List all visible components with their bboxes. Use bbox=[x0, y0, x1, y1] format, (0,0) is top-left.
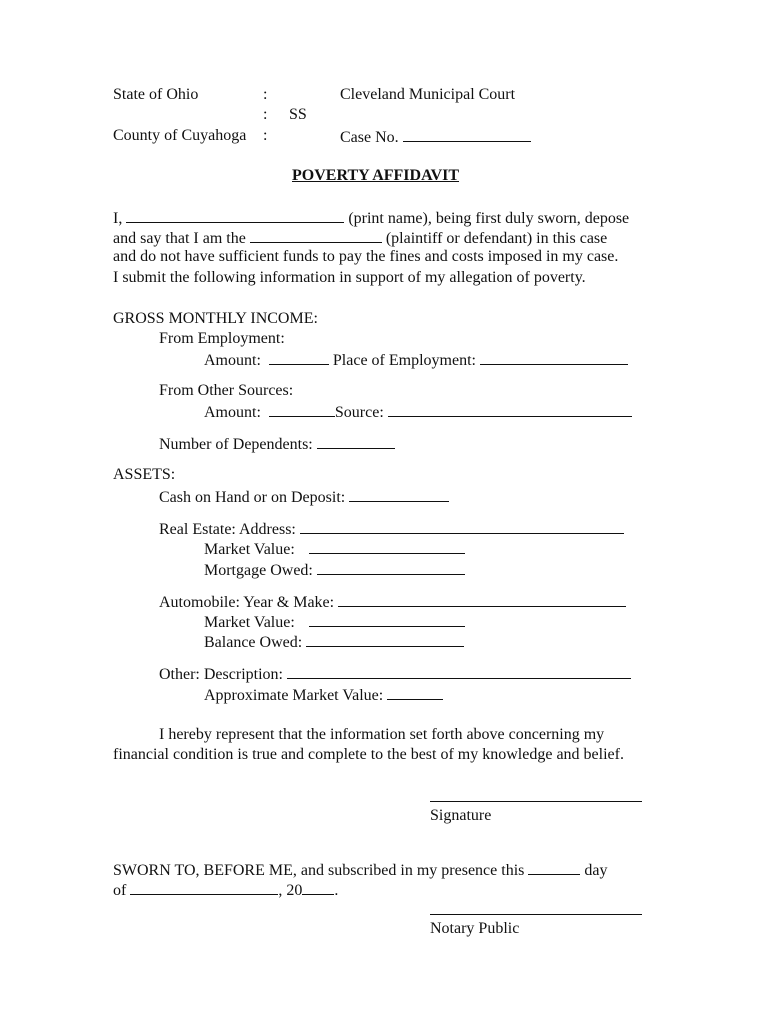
automobile-label: Automobile: Year & Make: bbox=[159, 594, 335, 611]
signature-label: Signature bbox=[430, 807, 492, 824]
real-estate-value-line bbox=[204, 539, 465, 559]
intro-text: (plaintiff or defendant) in this case bbox=[385, 230, 608, 247]
place-of-employment-label: Place of Employment: bbox=[332, 352, 476, 369]
intro-text: and say that I am the bbox=[113, 230, 246, 247]
statement-line-1: I hereby represent that the information set forth above concerning my bbox=[159, 726, 605, 743]
sworn-text: day bbox=[584, 862, 608, 879]
county-label: County of Cuyahoga bbox=[113, 127, 247, 144]
balance-field[interactable] bbox=[306, 632, 464, 647]
employment-amount-field[interactable] bbox=[269, 350, 329, 365]
automobile-value-field[interactable] bbox=[309, 612, 465, 627]
other-sources-line bbox=[204, 402, 632, 422]
mortgage-field[interactable] bbox=[317, 560, 465, 575]
cash-line bbox=[159, 487, 449, 507]
balance-line bbox=[204, 632, 464, 652]
other-amount-field[interactable] bbox=[269, 402, 335, 417]
sworn-text: SWORN TO, BEFORE ME, and subscribed in my presence this bbox=[113, 862, 525, 879]
intro-text: I, bbox=[113, 210, 123, 227]
sworn-line-1 bbox=[113, 860, 607, 880]
ss-label: SS bbox=[289, 106, 307, 123]
real-estate-address-field[interactable] bbox=[300, 519, 624, 534]
cash-field[interactable] bbox=[349, 487, 449, 502]
automobile-field[interactable] bbox=[338, 592, 626, 607]
state-label: State of Ohio bbox=[113, 86, 199, 103]
automobile-line bbox=[159, 592, 626, 612]
sworn-text: , 20 bbox=[278, 882, 303, 899]
mortgage-label: Mortgage Owed: bbox=[204, 562, 313, 579]
other-description-field[interactable] bbox=[287, 664, 631, 679]
dependents-field[interactable] bbox=[317, 434, 395, 449]
page-title: POVERTY AFFIDAVIT bbox=[292, 167, 460, 184]
day-field[interactable] bbox=[528, 860, 580, 875]
year-field[interactable] bbox=[302, 880, 334, 895]
automobile-value-line bbox=[204, 612, 465, 632]
dependents-line bbox=[159, 434, 395, 454]
employment-line bbox=[204, 350, 628, 370]
assets-heading: ASSETS: bbox=[113, 466, 176, 483]
sworn-text: of bbox=[113, 882, 127, 899]
case-number-line bbox=[340, 127, 531, 147]
month-field[interactable] bbox=[130, 880, 278, 895]
sworn-line-2 bbox=[113, 880, 338, 900]
source-field[interactable] bbox=[388, 402, 632, 417]
other-description-label: Other: Description: bbox=[159, 666, 283, 683]
employment-label: From Employment: bbox=[159, 330, 285, 347]
intro-line-2 bbox=[113, 228, 607, 248]
intro-line-3: and do not have sufficient funds to pay the fines and costs imposed in my case. bbox=[113, 248, 619, 265]
intro-line-4: I submit the following information in support of my allegation of poverty. bbox=[113, 269, 586, 286]
approx-value-line bbox=[204, 685, 443, 705]
case-number-field[interactable] bbox=[403, 127, 531, 142]
place-of-employment-field[interactable] bbox=[480, 350, 628, 365]
party-role-field[interactable] bbox=[250, 228, 382, 243]
court-name: Cleveland Municipal Court bbox=[340, 86, 516, 103]
market-value-label: Market Value: bbox=[204, 614, 295, 631]
income-heading: GROSS MONTHLY INCOME: bbox=[113, 310, 318, 327]
source-label: Source: bbox=[334, 404, 384, 421]
cash-label: Cash on Hand or on Deposit: bbox=[159, 489, 346, 506]
market-value-label: Market Value: bbox=[204, 541, 295, 558]
header-colon: : bbox=[263, 106, 268, 123]
case-number-label: Case No. bbox=[340, 129, 399, 146]
real-estate-line bbox=[159, 519, 624, 539]
approx-value-field[interactable] bbox=[387, 685, 443, 700]
sworn-text: . bbox=[334, 882, 339, 899]
balance-label: Balance Owed: bbox=[204, 634, 303, 651]
intro-line-1 bbox=[113, 208, 629, 228]
other-asset-line bbox=[159, 664, 631, 684]
intro-text: (print name), being first duly sworn, depose bbox=[348, 210, 630, 227]
amount-label: Amount: bbox=[204, 404, 261, 421]
statement-line-2: financial condition is true and complete to the best of my knowledge and belief. bbox=[113, 746, 624, 763]
notary-label: Notary Public bbox=[430, 920, 520, 937]
real-estate-label: Real Estate: Address: bbox=[159, 521, 296, 538]
header-colon: : bbox=[263, 127, 268, 144]
header-colon: : bbox=[263, 86, 268, 103]
real-estate-value-field[interactable] bbox=[309, 539, 465, 554]
mortgage-line bbox=[204, 560, 465, 580]
amount-label: Amount: bbox=[204, 352, 261, 369]
print-name-field[interactable] bbox=[126, 208, 344, 223]
other-sources-label: From Other Sources: bbox=[159, 382, 294, 399]
notary-signature-field[interactable] bbox=[430, 914, 642, 915]
dependents-label: Number of Dependents: bbox=[159, 436, 313, 453]
approx-value-label: Approximate Market Value: bbox=[204, 687, 384, 704]
signature-field[interactable] bbox=[430, 801, 642, 802]
